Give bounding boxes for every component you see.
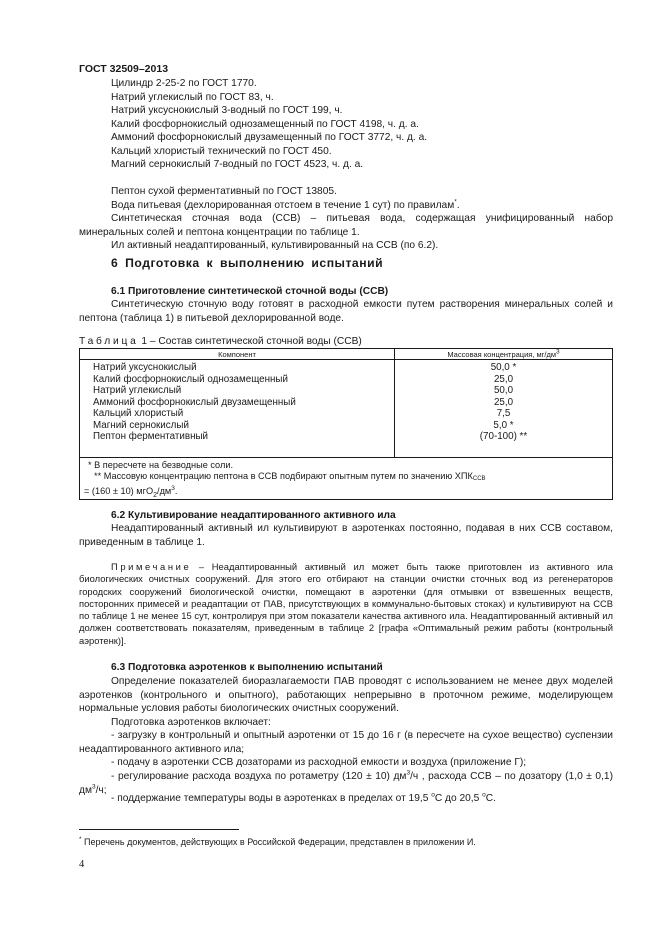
table-cell-value: 25,0 xyxy=(395,374,613,386)
table-footnote-2 xyxy=(84,471,610,486)
table-header-concentration xyxy=(395,349,613,360)
subsection-6-2-text: Неадаптированный активный ил культивируют в аэротенках постоянно, подавая в них ССВ составом, приведенным в таблице 1. xyxy=(79,523,613,548)
document-header: ГОСТ 32509–2013 xyxy=(79,63,169,75)
subsection-6-3-title: 6.3 Подготовка аэротенков к выполнению испытаний xyxy=(111,662,383,673)
table-cell-component: Кальций хлористый xyxy=(80,408,395,420)
material-line: Натрий уксуснокислый 3-водный по ГОСТ 199, ч. xyxy=(111,105,343,116)
table-header-component: Компонент xyxy=(80,349,395,360)
subsection-6-1-text: Синтетическую сточную воду готовят в расходной емкости путем растворения минеральных солей и пептона (таблица 1) в питьевой дехлорированной воде. xyxy=(79,299,613,324)
bullet-4-a: - поддержание температуры воды в аэротенках в пределах от 19,5 xyxy=(111,793,432,804)
subsection-6-3-paragraph-1: Определение показателей биоразлагаемости ПАВ проводят с использованием не менее двух моделей аэротенков (контрольного и опытного), работающих непрерывно в проточном режиме, моделирующем нормальные условия работы биологических очистных сооружений. xyxy=(79,676,613,715)
note-word: Примечание xyxy=(111,561,192,572)
footnote-3-sup: 3 xyxy=(171,484,175,492)
bullet-3-b: /ч , расхода ССВ – по дозатору (1,0 ± 0,1) дм xyxy=(79,771,613,796)
table-cell-value: 5,0 * xyxy=(395,420,613,432)
material-line: Цилиндр 2-25-2 по ГОСТ 1770. xyxy=(111,78,257,89)
bullet-4-sup-2: о xyxy=(482,791,486,799)
bullet-4-sup-1: о xyxy=(431,791,435,799)
table-cell-component: Пептон ферментативный xyxy=(80,431,395,457)
table-caption-word: Таблица xyxy=(79,336,139,347)
footnote-2-sub: ССВ xyxy=(472,476,486,482)
table-row xyxy=(80,431,613,457)
table-header-row xyxy=(80,349,613,360)
table-row xyxy=(80,360,613,374)
subsection-6-2-title: 6.2 Культивирование неадаптированного активного ила xyxy=(111,510,396,521)
bullet-3-c: /ч; xyxy=(95,784,107,796)
page-footnote-text: Перечень документов, действующих в Российской Федерации, представлен в приложении И. xyxy=(81,837,476,847)
table-row xyxy=(80,420,613,432)
bullet-3-sup-2: 3 xyxy=(91,783,96,791)
table-row xyxy=(80,385,613,397)
footnote-2-text: ** Массовую концентрацию пептона в ССВ подбирают опытным путем по значению ХПК xyxy=(94,471,473,481)
table-row xyxy=(80,397,613,409)
subsection-6-1-title: 6.1 Приготовление синтетической сточной воды (ССВ) xyxy=(111,286,389,297)
bullet-3-a: - регулирование расхода воздуха по ротаметру (120 ± 10) дм xyxy=(111,771,407,782)
material-line: Кальций хлористый технический по ГОСТ 450. xyxy=(111,146,332,157)
bullet-item xyxy=(111,792,496,806)
water-line xyxy=(111,199,460,213)
table-footnote-3 xyxy=(84,486,610,498)
table-1 xyxy=(79,348,613,500)
material-line: Магний сернокислый 7-водный по ГОСТ 4523, ч. д. а. xyxy=(111,159,364,170)
table-cell-value: 25,0 xyxy=(395,397,613,409)
sludge-line: Ил активный неадаптированный, культивированный на ССВ (по 6.2). xyxy=(111,240,439,251)
page-footnote xyxy=(79,836,476,850)
bullet-item: - подачу в аэротенки ССВ дозаторами из расходной емкости и воздуха (приложение Г); xyxy=(111,757,527,768)
note-text: – Неадаптированный активный ил может быть также приготовлен из активного ила биологических очистных сооружений. Для этого его отбирают на станции очистки сточных вод из регенераторов городских сооружений биологической очистки, помещают в аэротенки (для отмывки от взвешенных веществ, посторонних примесей и реадаптации от ПАВ, присутствующих в коммунально-бытовых стоках) и культивируют на ССВ по таблице 1 не менее 15 сут, контролируя при этом показатели качества активного ила. Неадаптированный активный ил должен соответствовать показателям, приведенным в таблице 2 [графа «Оптимальный режим работы (контрольный аэротенк)]. xyxy=(79,561,613,646)
table-cell-component: Калий фосфорнокислый однозамещенный xyxy=(80,374,395,386)
conc-header-text: Массовая концентрация, мг/дм xyxy=(447,349,557,359)
subsection-6-3-paragraph-2: Подготовка аэротенков включает: xyxy=(111,717,271,728)
water-end: . xyxy=(456,200,460,211)
footnote-3-sub: 2 xyxy=(153,491,158,499)
table-cell-component: Натрий углекислый xyxy=(80,385,395,397)
page-footnote-mark: * xyxy=(79,836,82,843)
table-footnote-1: * В пересчете на безводные соли. xyxy=(88,459,234,470)
table-cell-value: (70-100) ** xyxy=(395,431,613,457)
footnote-3-a: = (160 ± 10) мгО xyxy=(84,485,154,496)
water-text: Вода питьевая (дехлорированная отстоем в течение 1 сут) по правилам xyxy=(111,200,455,211)
section-6-title: 6 Подготовка к выполнению испытаний xyxy=(111,256,384,270)
peptone-line: Пептон сухой ферментативный по ГОСТ 13805. xyxy=(111,186,337,197)
table-cell-value: 50,0 * xyxy=(395,360,613,374)
table-caption-rest: 1 – Состав синтетической сточной воды (ССВ) xyxy=(138,336,362,347)
table-row xyxy=(80,374,613,386)
footnote-3-c: . xyxy=(174,485,178,496)
table-cell-value: 7,5 xyxy=(395,408,613,420)
table-footnote-row xyxy=(80,457,613,500)
footnote-divider xyxy=(79,829,239,830)
table-row xyxy=(80,408,613,420)
bullet-4-c: С. xyxy=(485,793,496,804)
table-cell-value: 50,0 xyxy=(395,385,613,397)
note-paragraph xyxy=(79,561,613,647)
table-footnotes xyxy=(80,457,613,500)
ssv-definition: Синтетическая сточная вода (ССВ) – питьевая вода, содержащая унифицированный набор минеральных солей и пептона концентрации по таблице 1. xyxy=(79,213,613,238)
footnote-3-b: /дм xyxy=(157,485,172,496)
bullet-4-b: С до 20,5 xyxy=(434,793,483,804)
material-line: Аммоний фосфорнокислый двузамещенный по ГОСТ 3772, ч. д. а. xyxy=(111,132,428,143)
page-number: 4 xyxy=(79,859,85,870)
table-1-caption xyxy=(79,335,362,349)
material-line: Натрий углекислый по ГОСТ 83, ч. xyxy=(111,92,274,103)
table-cell-component: Аммоний фосфорнокислый двузамещенный xyxy=(80,397,395,409)
bullet-3-sup-1: 3 xyxy=(406,769,411,777)
bullet-item: - загрузку в контрольный и опытный аэротенки от 15 до 16 г (в пересчете на сухое вещество) суспензии неадаптированного активного ила; xyxy=(79,730,613,755)
table-cell-component: Натрий уксуснокислый xyxy=(80,360,395,374)
footnote-mark: * xyxy=(454,198,457,206)
material-line: Калий фосфорнокислый однозамещенный по ГОСТ 4198, ч. д. а. xyxy=(111,119,419,130)
conc-header-sup: 3 xyxy=(556,348,560,355)
table-cell-component: Магний сернокислый xyxy=(80,420,395,432)
